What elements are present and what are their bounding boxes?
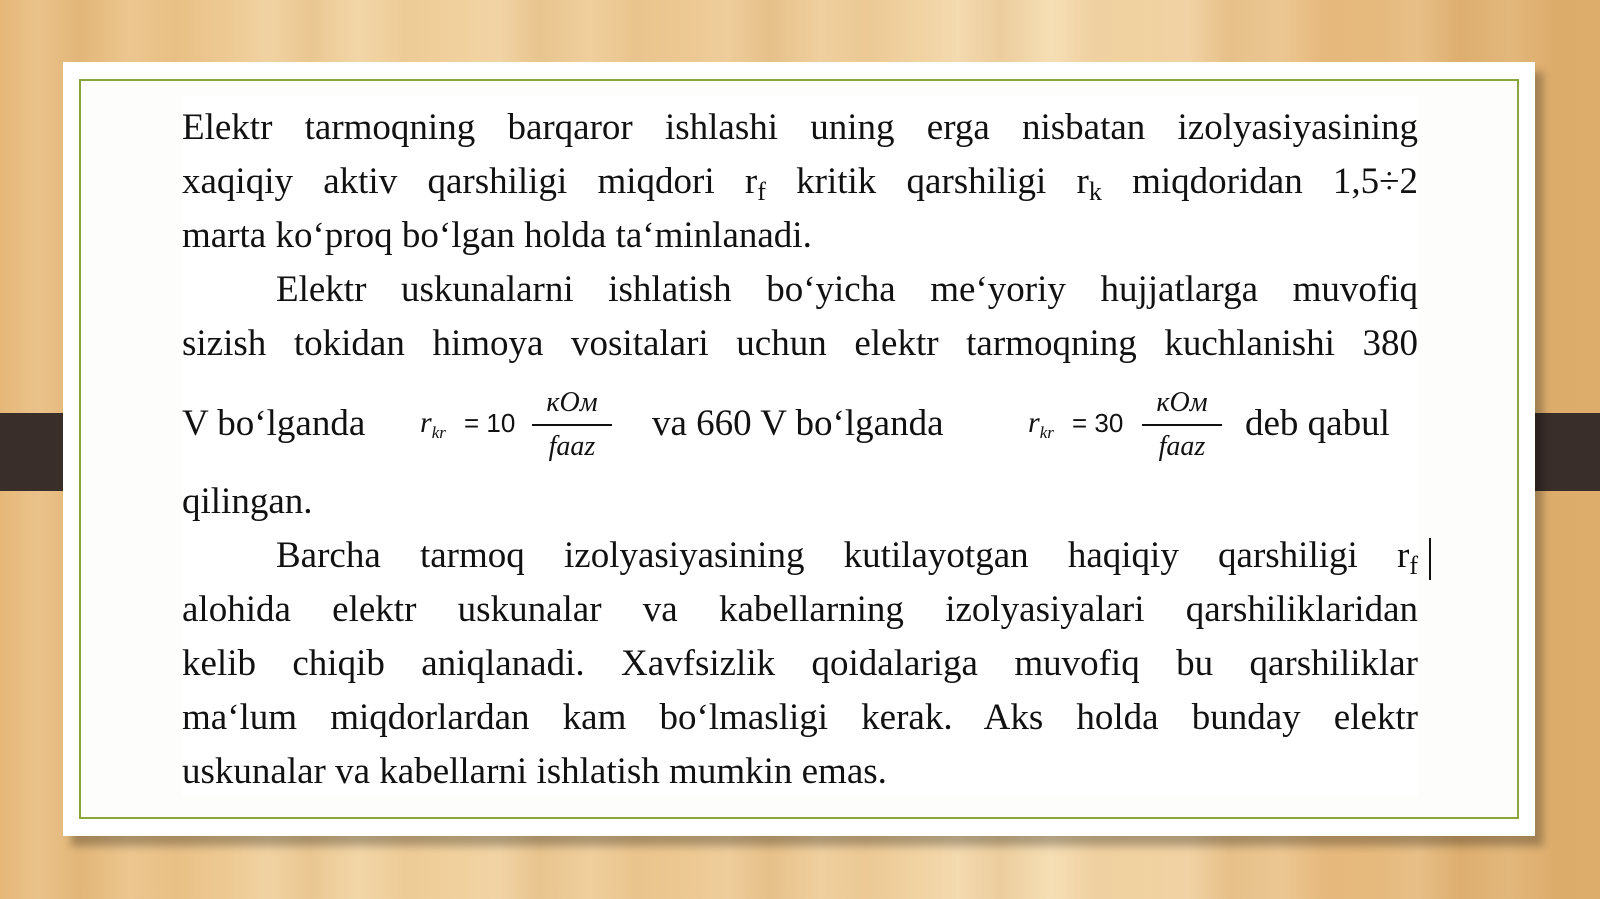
p1-line2 xyxy=(182,160,1418,214)
p1-line3 xyxy=(182,214,1418,258)
formula-line xyxy=(182,386,1418,466)
formula2-fraction xyxy=(1142,386,1222,464)
formula2-numerator: кОм xyxy=(1156,387,1208,418)
p2-line4 xyxy=(182,480,1418,524)
formula2-denominator: faaz xyxy=(1158,431,1206,462)
text-cursor xyxy=(1429,538,1431,580)
formula-line-text1: V bo‘lganda xyxy=(182,403,366,444)
formula1-variable xyxy=(420,406,446,443)
p3-line2 xyxy=(182,588,1418,632)
p1-line2-text-c: miqdoridan 1,5÷2 xyxy=(1101,161,1418,202)
formula1-numerator: кОм xyxy=(546,387,598,418)
p3-line3 xyxy=(182,642,1418,686)
formula2-variable xyxy=(1028,406,1054,443)
r-f-subscript-2: f xyxy=(1409,551,1418,580)
formula-line-text3: deb qabul xyxy=(1245,403,1390,444)
p2-line2 xyxy=(182,322,1418,366)
formula2-sub: kr xyxy=(1039,423,1054,442)
formula-line-text2: va 660 V bo‘lganda xyxy=(652,403,944,444)
p3-line5-text: uskunalar va kabellarni ishlatish mumkin emas. xyxy=(182,751,887,792)
p3-line4-text: ma‘lum miqdorlardan kam bo‘lmasligi kerak. Aks holda bunday elektr xyxy=(182,697,1418,738)
formula2-equals: = 30 xyxy=(1072,408,1124,438)
r-f-subscript: f xyxy=(757,177,766,206)
p2-line2-text: sizish tokidan himoya vositalari uchun elektr tarmoqning kuchlanishi 380 xyxy=(182,323,1418,364)
p3-line5 xyxy=(182,750,1418,794)
p3-line3-text: kelib chiqib aniqlanadi. Xavfsizlik qoidalariga muvofiq bu qarshiliklar xyxy=(182,643,1418,684)
p2-line1-text: Elektr uskunalarni ishlatish bo‘yicha me‘yoriy hujjatlarga muvofiq xyxy=(276,269,1418,310)
p3-line2-text: alohida elektr uskunalar va kabellarning izolyasiyalari qarshiliklaridan xyxy=(182,589,1418,630)
p1-line2-text-a: xaqiqiy aktiv qarshiligi miqdori r xyxy=(182,161,758,202)
formula2-fraction-bar xyxy=(1142,424,1222,426)
p2-line4-text: qilingan. xyxy=(182,481,313,522)
formula1-var: r xyxy=(420,406,432,439)
p3-line1-text: Barcha tarmoq izolyasiyasining kutilayotgan haqiqiy qarshiligi r xyxy=(276,535,1410,576)
p1-line1-text: Elektr tarmoqning barqaror ishlashi uning erga nisbatan izolyasiyasining xyxy=(182,107,1418,148)
formula1-sub: kr xyxy=(431,423,446,442)
p1-line1 xyxy=(182,106,1418,150)
p3-line4 xyxy=(182,696,1418,740)
formula2-var: r xyxy=(1028,406,1040,439)
formula1-fraction xyxy=(532,386,612,464)
p1-line2-text-b: kritik qarshiligi r xyxy=(765,161,1089,202)
p1-line3-text: marta ko‘proq bo‘lgan holda ta‘minlanadi. xyxy=(182,215,812,256)
formula1-equals: = 10 xyxy=(464,408,516,438)
formula1-fraction-bar xyxy=(532,424,612,426)
r-k-subscript: k xyxy=(1088,177,1102,206)
p3-line1 xyxy=(182,534,1418,588)
p2-line1 xyxy=(182,268,1418,312)
formula1-denominator: faaz xyxy=(548,431,596,462)
